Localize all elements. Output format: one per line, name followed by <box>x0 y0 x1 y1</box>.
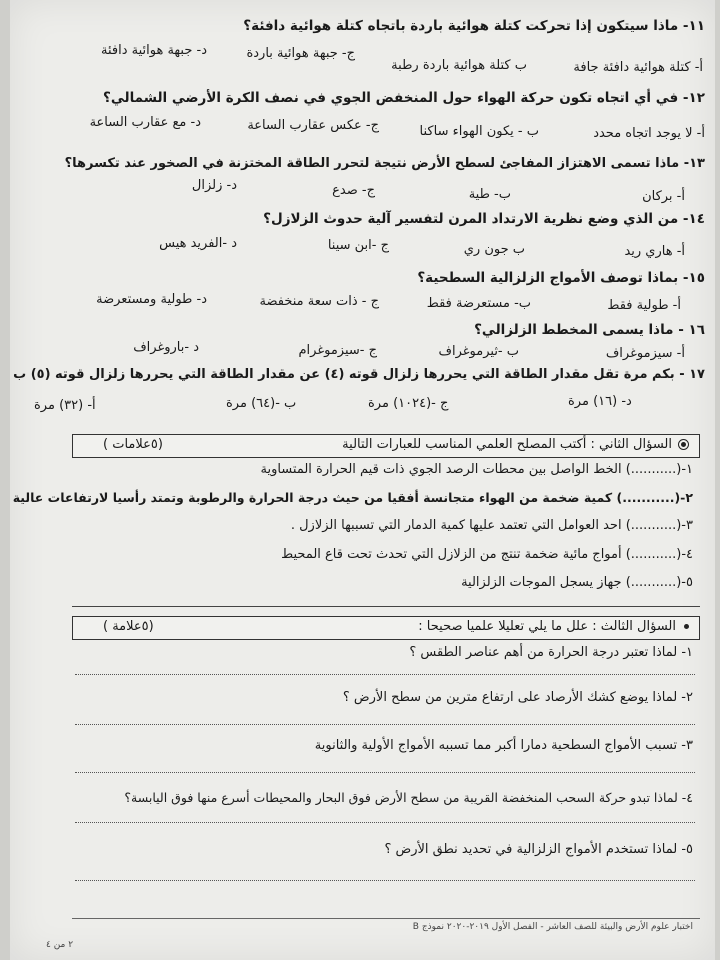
section-divider <box>72 606 700 607</box>
q12-option-b: ب - يكون الهواء ساكنا <box>419 124 539 139</box>
q16-option-d: د -باروغراف <box>133 340 199 355</box>
q2-item-1: ١-(...........) الخط الواصل بين محطات الرصد الجوي ذات قيم الحرارة المتساوية <box>260 462 693 477</box>
q11-option-c: ج- جبهة هوائية باردة <box>246 46 355 61</box>
q12-option-d: د- مع عقارب الساعة <box>89 115 201 130</box>
q12-option-c: ج- عكس عقارب الساعة <box>247 118 379 133</box>
answer-line-5 <box>75 880 695 881</box>
question-12: ١٢- في أي اتجاه تكون حركة الهواء حول المنخفض الجوي في نصف الكرة الأرضي الشمالي؟ <box>103 90 705 106</box>
q2-header-box <box>72 434 700 458</box>
q12-option-a: أ- لا يوجد اتجاه محدد <box>593 126 705 141</box>
q11-option-b: ب كتلة هوائية باردة رطبة <box>391 58 527 73</box>
exam-page <box>10 0 715 960</box>
answer-line-3 <box>75 772 695 773</box>
q11-option-d: د- جبهة هوائية دافئة <box>101 43 207 58</box>
question-15: ١٥- بماذا توصف الأمواج الزلزالية السطحية؟ <box>417 270 705 286</box>
q3-marks: (٥علامة ) <box>103 619 154 634</box>
q13-option-a: أ- بركان <box>642 189 685 204</box>
q14-option-a: أ- هاري ريد <box>624 244 685 259</box>
q16-option-a: أ- سيزموغراف <box>605 346 685 361</box>
answer-line-2 <box>75 724 695 725</box>
footer-rule <box>72 918 700 919</box>
q17-option-d: د- (١٦) مرة <box>568 394 632 409</box>
q2-item-2: ٢-(...........) كمية ضخمة من الهواء متجانسة أفقيا من حيث درجة الحرارة والرطوبة وتمتد رأسيا لارتفاعات عالية <box>12 490 693 505</box>
q14-option-d: د -الفريد هيس <box>159 236 237 251</box>
q2-title: السؤال الثاني : أكتب المصلح العلمي المناسب للعبارات التالية <box>342 437 689 452</box>
question-17: ١٧ - بكم مرة تقل مقدار الطاقة التي يحررها زلزال قوته (٤) عن مقدار الطاقة التي يحررها زلزال قوته (٥) ب <box>13 367 705 382</box>
bullet-icon <box>684 624 689 629</box>
q3-item-1: ١- لماذا تعتبر درجة الحرارة من أهم عناصر الطقس ؟ <box>409 645 693 660</box>
q13-option-b: ب- طية <box>468 187 511 202</box>
q2-marks: (٥علامات ) <box>103 437 163 452</box>
answer-line-1 <box>75 674 695 675</box>
q3-item-4: ٤- لماذا تبدو حركة السحب المنخفضة القريبة من سطح الأرض فوق البحار والمحيطات أسرع منها فوق اليابسة؟ <box>124 790 693 805</box>
q16-option-b: ب -ثيرموغراف <box>438 344 519 359</box>
q17-option-a: أ- (٣٢) مرة <box>34 398 96 413</box>
question-14: ١٤- من الذي وضع نظرية الارتداد المرن لتفسير آلية حدوث الزلازل؟ <box>263 211 705 227</box>
q15-option-d: د- طولية ومستعرضة <box>96 292 207 307</box>
answer-line-4 <box>75 822 695 823</box>
page-number: ٢ من ٤ <box>46 940 74 950</box>
footer-exam-info: اختبار علوم الأرض والبيئة للصف العاشر - الفصل الأول ٢٠١٩-٢٠٢٠ نموذج B <box>412 922 693 932</box>
question-11: ١١- ماذا سيتكون إذا تحركت كتلة هوائية باردة باتجاه كتلة هوائية دافئة؟ <box>243 18 705 34</box>
q15-option-b: ب- مستعرضة فقط <box>426 296 531 311</box>
q15-option-a: أ- طولية فقط <box>607 298 681 313</box>
q2-item-3: ٣-(...........) احد العوامل التي تعتمد عليها كمية الدمار التي تسببها الزلازل . <box>290 518 693 533</box>
q13-option-d: د- زلزال <box>191 178 237 193</box>
q15-option-c: ج - ذات سعة منخفضة <box>259 294 379 309</box>
q3-item-5: ٥- لماذا تستخدم الأمواج الزلزالية في تحديد نطق الأرض ؟ <box>384 842 693 857</box>
q3-header-box <box>72 616 700 640</box>
q2-item-5: ٥-(...........) جهاز يسجل الموجات الزلزالية <box>461 575 693 590</box>
question-16: ١٦ - ماذا يسمى المخطط الزلزالي؟ <box>474 322 705 338</box>
q14-option-c: ج -ابن سينا <box>327 238 389 253</box>
question-13: ١٣- ماذا تسمى الاهتزاز المفاجئ لسطح الأرض نتيجة لتحرر الطاقة المختزنة في الصخور عند تكسرها؟ <box>64 156 705 171</box>
q14-option-b: ب جون ري <box>463 242 525 257</box>
q11-option-a: أ- كتلة هوائية دافئة جافة <box>573 60 703 75</box>
radio-bullet-icon <box>678 439 689 450</box>
q16-option-c: ج -سيزموغرام <box>298 343 377 358</box>
q13-option-c: ج- صدع <box>332 183 375 198</box>
q3-item-3: ٣- تسبب الأمواج السطحية دمارا أكبر مما تسببه الأمواج الأولية والثانوية <box>314 738 693 753</box>
q17-option-b: ب -(٦٤) مرة <box>226 396 297 411</box>
q17-option-c: ج -(١٠٢٤) مرة <box>368 396 449 411</box>
q3-item-2: ٢- لماذا يوضع كشك الأرصاد على ارتفاع مترين من سطح الأرض ؟ <box>342 690 693 705</box>
q3-title: السؤال الثالث : علل ما يلي تعليلا علميا صحيحا : <box>418 619 689 634</box>
q2-item-4: ٤-(...........) أمواج مائية ضخمة تنتج من الزلازل التي تحدث تحت قاع المحيط <box>281 547 693 562</box>
